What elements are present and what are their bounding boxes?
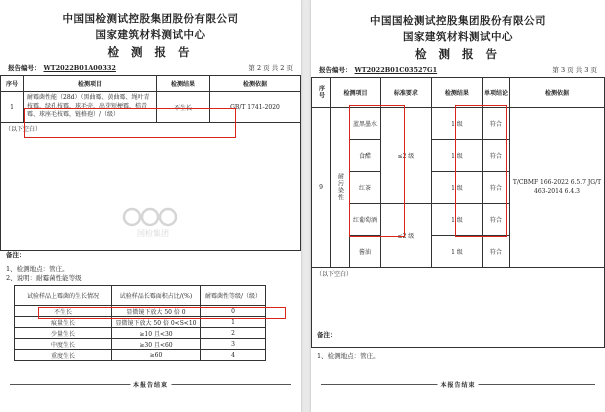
grade-cell: 4 xyxy=(201,350,266,361)
col-header-no: 序号 xyxy=(1,76,24,92)
grade-table xyxy=(14,285,266,361)
requirement-1: ≤2 级 xyxy=(380,108,431,204)
grade-cell: ≥60 xyxy=(112,350,201,361)
grade-cell: 1 xyxy=(201,317,266,328)
result: 1 级 xyxy=(431,204,482,236)
report-page-3 xyxy=(311,0,605,412)
row-item: 耐污染性 xyxy=(331,108,350,268)
page-info: 第 3 页 共 3 页 xyxy=(552,66,597,74)
subitem: 红茶 xyxy=(350,172,381,204)
report-number: 报告编号： WT2022B01C03527G1 xyxy=(319,66,438,74)
conclusion: 符合 xyxy=(482,204,509,236)
end-text: 本报告结束 xyxy=(130,380,171,389)
conclusion: 符合 xyxy=(482,108,509,140)
col-header-item: 检测项目 xyxy=(24,76,157,92)
company-name: 中国国检测试控股集团股份有限公司 xyxy=(62,13,239,25)
report-end xyxy=(10,380,291,388)
grade-cell: 少量生长 xyxy=(15,328,112,339)
subitem: 蓝黑墨水 xyxy=(350,108,381,140)
report-page-2 xyxy=(0,0,301,412)
center-name: 国家建筑材料测试中心 xyxy=(403,31,513,43)
watermark-text: 国检集团 xyxy=(137,229,169,238)
report-header xyxy=(0,0,301,60)
report-meta xyxy=(311,65,605,74)
grade-header-level: 耐霉菌性等级/（级） xyxy=(201,286,266,306)
notes-title: 备注： xyxy=(6,251,26,259)
table-row xyxy=(15,317,266,328)
watermark-logo xyxy=(118,205,188,239)
notes-title: 备注： xyxy=(317,331,337,339)
grade-cell: 0 xyxy=(201,306,266,317)
report-header xyxy=(311,0,605,62)
col-header-basis: 检测依据 xyxy=(210,76,301,92)
report-title: 检 测 报 告 xyxy=(414,47,501,61)
grade-cell: 不生长 xyxy=(15,306,112,317)
end-text: 本报告结束 xyxy=(437,380,478,389)
grade-cell: ≥30 且<60 xyxy=(112,339,201,350)
requirement-2: ≤2 级 xyxy=(380,204,431,268)
result: 1 级 xyxy=(431,108,482,140)
grade-header-area: 试验样品长霉面积占比/(%) xyxy=(112,286,201,306)
col-header-result: 检测结果 xyxy=(157,76,210,92)
conclusion: 符合 xyxy=(482,172,509,204)
table-row xyxy=(1,92,301,123)
result: 1 级 xyxy=(431,172,482,204)
center-name: 国家建筑材料测试中心 xyxy=(95,29,206,41)
grade-cell: ≥10 且<30 xyxy=(112,328,201,339)
table-row xyxy=(15,328,266,339)
grade-cell: 重度生长 xyxy=(15,350,112,361)
row-basis: GB/T 1741-2020 xyxy=(210,92,301,123)
row-no: 1 xyxy=(1,92,24,123)
subitem: 红葡萄酒 xyxy=(350,204,381,236)
note-location: 1、检测地点：管庄。 xyxy=(6,265,69,273)
blank-marker: （以下空白） xyxy=(316,271,353,278)
conclusion: 符合 xyxy=(482,236,509,268)
report-meta xyxy=(0,63,301,72)
report-title: 检 测 报 告 xyxy=(107,45,194,59)
subitem: 酱油 xyxy=(350,236,381,268)
col-header-item: 检测项目 xyxy=(331,78,381,108)
grade-cell: 显微镜下放大 50 倍 0<S<10 xyxy=(112,317,201,328)
row-item: 耐霉菌性能（28d）（黑曲霉、黄曲霉、绳叶青枝霉、绿孔枝霉、球毛壳、出芽短梗霉、桔青霉、球座毛枝霉，链格孢）/（级） xyxy=(24,92,157,123)
table-row xyxy=(312,108,605,140)
result: 1 级 xyxy=(431,140,482,172)
page-info: 第 2 页 共 2 页 xyxy=(248,64,293,72)
subitem: 食醋 xyxy=(350,140,381,172)
grade-cell: 中度生长 xyxy=(15,339,112,350)
report-number-value: WT2022B01C03527G1 xyxy=(354,66,438,74)
row-result: 不生长 xyxy=(157,92,210,123)
company-name: 中国国检测试控股集团股份有限公司 xyxy=(370,15,546,27)
blank-marker: （以下空白） xyxy=(5,126,42,134)
col-header-basis: 检测依据 xyxy=(509,78,604,108)
col-header-result: 检测结果 xyxy=(431,78,482,108)
table-row xyxy=(15,306,266,317)
grade-cell: 2 xyxy=(201,328,266,339)
grade-cell: 痕量生长 xyxy=(15,317,112,328)
table-row xyxy=(15,339,266,350)
grade-header-growth: 试验样品上霉菌的生长情况 xyxy=(15,286,112,306)
col-header-no: 序号 xyxy=(312,78,331,108)
col-header-req: 标准要求 xyxy=(380,78,431,108)
col-header-conclusion: 单项结论 xyxy=(482,78,509,108)
table-row xyxy=(15,350,266,361)
note-location: 1、检测地点：管庄。 xyxy=(317,352,380,360)
note-grade: 2、说明：耐霉菌性能等级 xyxy=(6,274,82,282)
row-no: 9 xyxy=(312,108,331,268)
report-number: 报告编号： WT2022B01A00332 xyxy=(8,64,116,72)
report-number-value: WT2022B01A00332 xyxy=(43,64,116,72)
row-basis: T/CBMF 166-2022 6.5.7 JG/T 463-2014 6.4.3 xyxy=(509,108,604,268)
grade-cell: 显微镜下放大 50 倍 0 xyxy=(112,306,201,317)
report-end xyxy=(321,380,595,388)
results-table xyxy=(311,77,605,348)
grade-cell: 3 xyxy=(201,339,266,350)
result: 1 级 xyxy=(431,236,482,268)
conclusion: 符合 xyxy=(482,140,509,172)
